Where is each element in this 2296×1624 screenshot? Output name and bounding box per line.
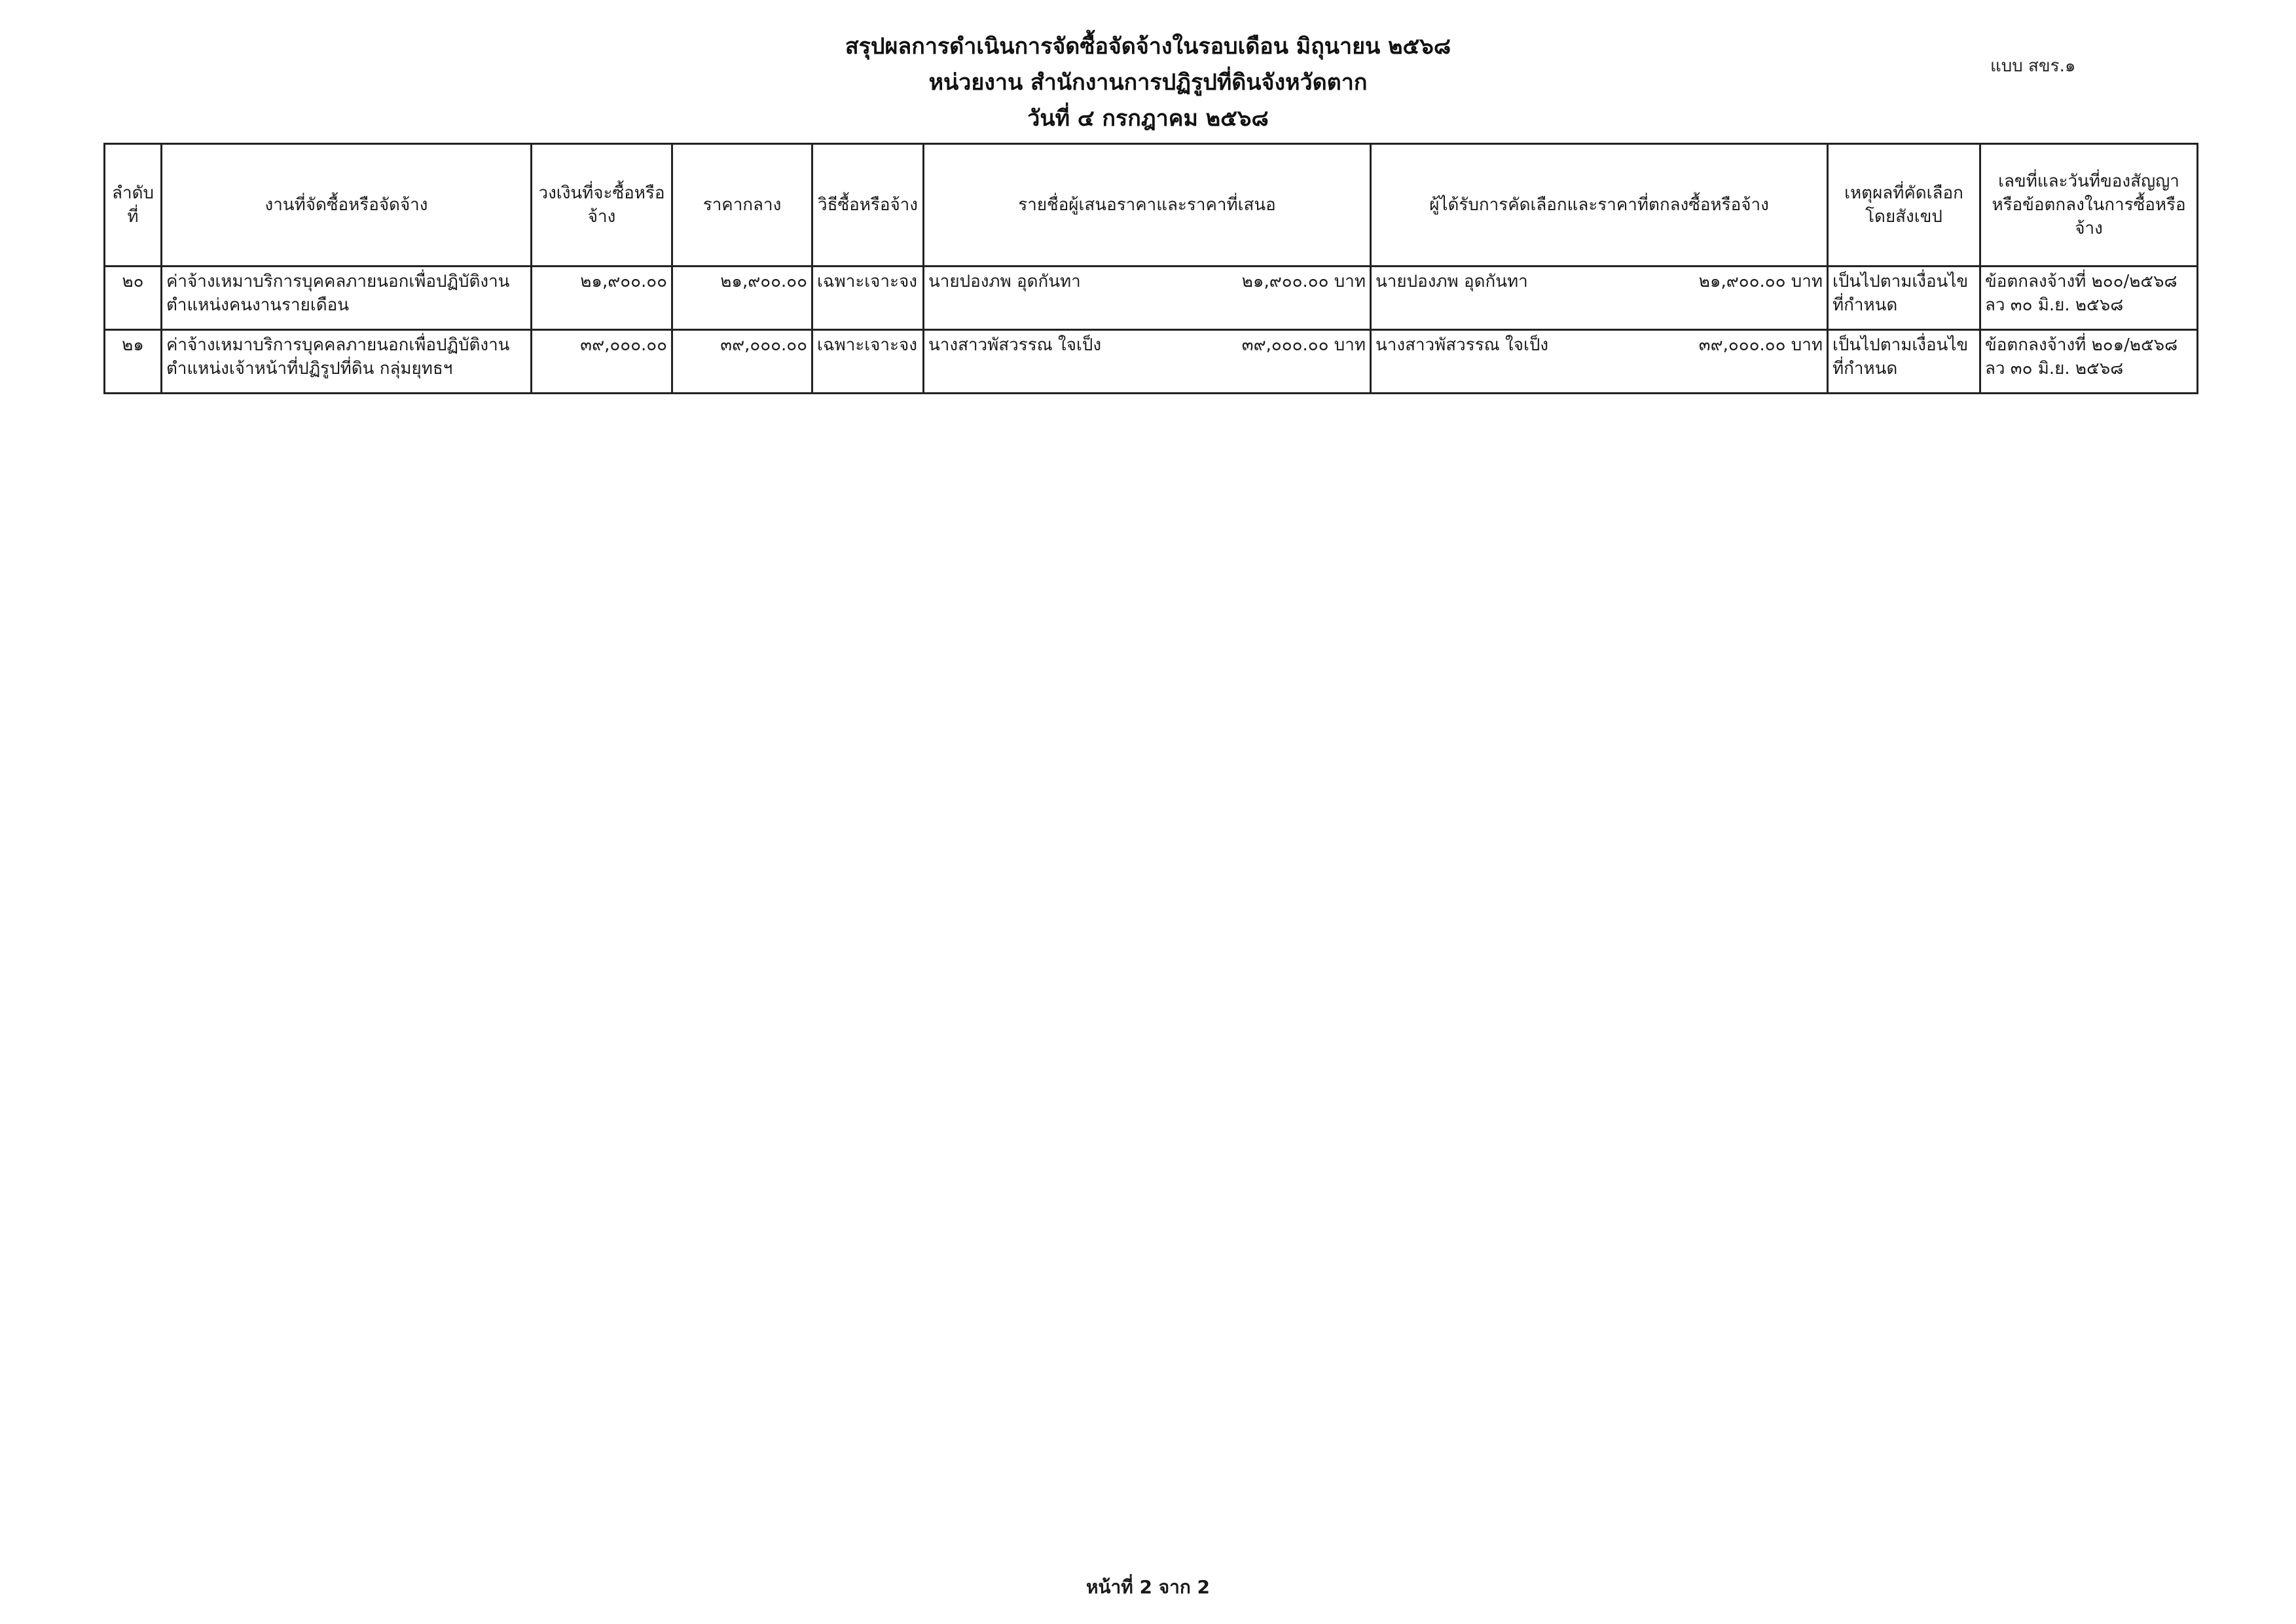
document-title: สรุปผลการดำเนินการจัดซื้อจัดจ้างในรอบเดือน มิถุนายน ๒๕๖๘ xyxy=(845,33,1451,60)
col-header-winner: ผู้ได้รับการคัดเลือกและราคาที่ตกลงซื้อหรือจ้าง xyxy=(1371,144,1828,267)
cell-budget: ๓๙,๐๐๐.๐๐ xyxy=(532,330,672,394)
document-header xyxy=(0,29,2296,137)
col-header-method: วิธีซื้อหรือจ้าง xyxy=(812,144,924,267)
col-header-median-price: ราคากลาง xyxy=(672,144,812,267)
cell-reason: เป็นไปตามเงื่อนไขที่กำหนด xyxy=(1828,330,1980,394)
col-header-contract: เลขที่และวันที่ของสัญญาหรือข้อตกลงในการซื้อหรือจ้าง xyxy=(1980,144,2198,267)
winner-price: ๓๙,๐๐๐.๐๐ บาท xyxy=(1698,335,1823,355)
cell-median-price: ๒๑,๙๐๐.๐๐ xyxy=(672,267,812,330)
bidder-name: นายปองภพ อุดกันทา xyxy=(928,272,1081,291)
cell-reason: เป็นไปตามเงื่อนไขที่กำหนด xyxy=(1828,267,1980,330)
bidder-name: นางสาวพัสวรรณ ใจเป็ง xyxy=(928,335,1102,355)
report-date: วันที่ ๔ กรกฎาคม ๒๕๖๘ xyxy=(1027,105,1269,132)
cell-median-price: ๓๙,๐๐๐.๐๐ xyxy=(672,330,812,394)
winner-name: นางสาวพัสวรรณ ใจเป็ง xyxy=(1376,335,1549,355)
cell-contract: ข้อตกลงจ้างที่ ๒๐๑/๒๕๖๘ ลว ๓๐ มิ.ย. ๒๕๖๘ xyxy=(1980,330,2198,394)
cell-no: ๒๑ xyxy=(105,330,162,394)
col-header-budget: วงเงินที่จะซื้อหรือจ้าง xyxy=(532,144,672,267)
cell-work: ค่าจ้างเหมาบริการบุคคลภายนอกเพื่อปฏิบัติงานตำแหน่งเจ้าหน้าที่ปฏิรูปที่ดิน กลุ่มยุทธฯ xyxy=(162,330,532,394)
table-header-row xyxy=(105,144,2198,267)
bidder-price: ๒๑,๙๐๐.๐๐ บาท xyxy=(1241,272,1366,291)
agency-name: หน่วยงาน สำนักงานการปฏิรูปที่ดินจังหวัดตาก xyxy=(928,69,1368,96)
table-row xyxy=(105,330,2198,394)
cell-work: ค่าจ้างเหมาบริการบุคคลภายนอกเพื่อปฏิบัติงานตำแหน่งคนงานรายเดือน xyxy=(162,267,532,330)
cell-method: เฉพาะเจาะจง xyxy=(812,267,924,330)
winner-price: ๒๑,๙๐๐.๐๐ บาท xyxy=(1698,272,1823,291)
bidder-price: ๓๙,๐๐๐.๐๐ บาท xyxy=(1241,335,1366,355)
procurement-table xyxy=(103,143,2198,394)
cell-winner xyxy=(1371,330,1828,394)
cell-method: เฉพาะเจาะจง xyxy=(812,330,924,394)
col-header-work: งานที่จัดซื้อหรือจัดจ้าง xyxy=(162,144,532,267)
page-number: หน้าที่ 2 จาก 2 xyxy=(1085,1576,1211,1598)
cell-contract: ข้อตกลงจ้างที่ ๒๐๐/๒๕๖๘ ลว ๓๐ มิ.ย. ๒๕๖๘ xyxy=(1980,267,2198,330)
cell-winner xyxy=(1371,267,1828,330)
table-row xyxy=(105,267,2198,330)
form-code: แบบ สขร.๑ xyxy=(1990,56,2076,76)
col-header-no: ลำดับที่ xyxy=(105,144,162,267)
cell-bidder xyxy=(924,330,1371,394)
col-header-reason: เหตุผลที่คัดเลือกโดยสังเขป xyxy=(1828,144,1980,267)
cell-bidder xyxy=(924,267,1371,330)
cell-budget: ๒๑,๙๐๐.๐๐ xyxy=(532,267,672,330)
cell-no: ๒๐ xyxy=(105,267,162,330)
winner-name: นายปองภพ อุดกันทา xyxy=(1376,272,1528,291)
col-header-bidders: รายชื่อผู้เสนอราคาและราคาที่เสนอ xyxy=(924,144,1371,267)
